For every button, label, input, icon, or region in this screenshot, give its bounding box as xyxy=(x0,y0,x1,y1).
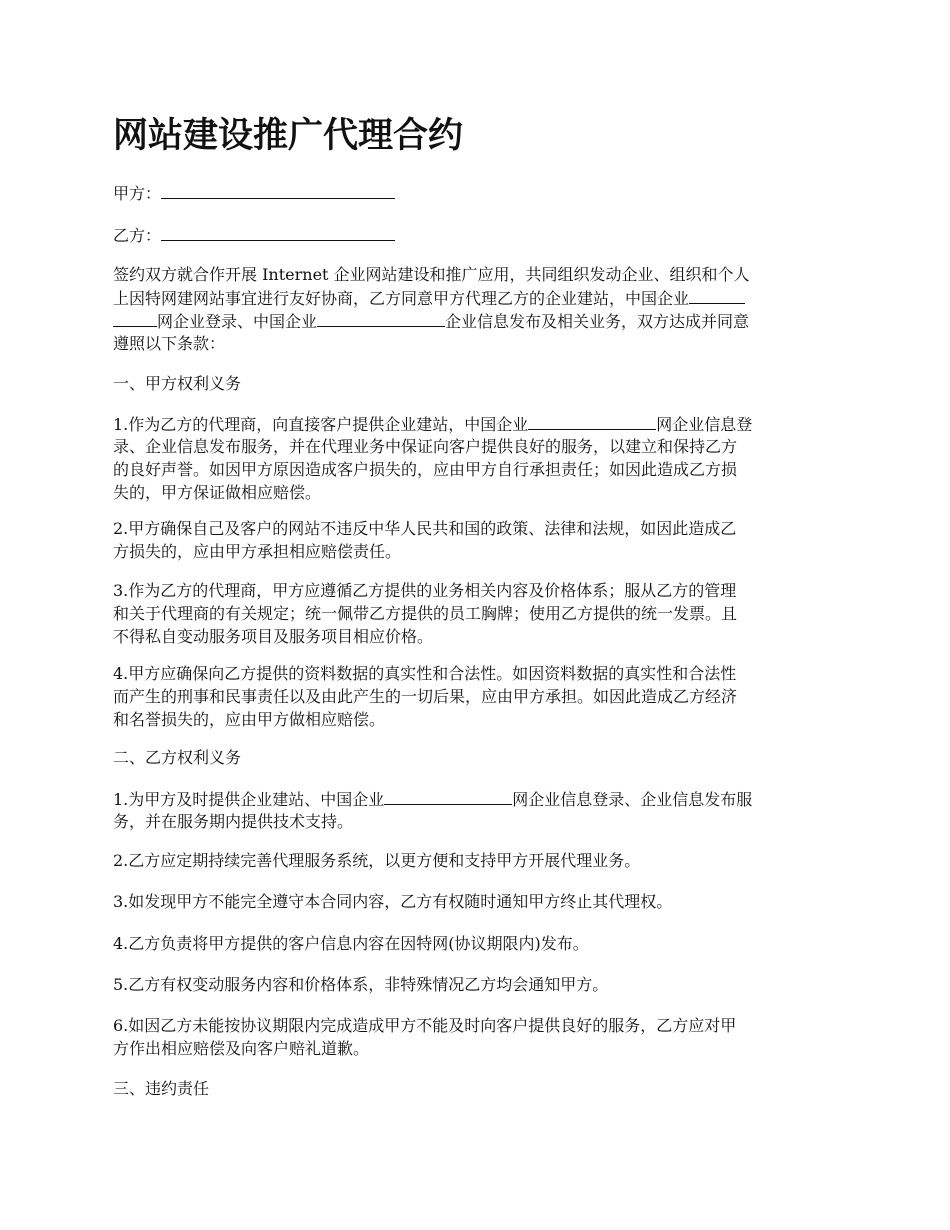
s1-item1-line-3: 的良好声誉。如因甲方原因造成客户损失的，应由甲方自行承担责任；如因此造成乙方损 xyxy=(113,460,738,479)
section-1-item-4 xyxy=(113,662,839,731)
section-1-item-2 xyxy=(113,517,839,563)
intro-line-3-text-b: 企业信息发布及相关业务，双方达成并同意 xyxy=(445,312,750,331)
intro-line-2 xyxy=(113,286,839,309)
s1-item1-line-1 xyxy=(113,412,839,435)
intro-line-3-text-a: 网企业登录、中国企业 xyxy=(157,312,318,331)
s2-item1-line-1 xyxy=(113,787,839,810)
section-2-item-1 xyxy=(113,787,839,833)
party-b-label: 乙方： xyxy=(113,226,162,245)
section-1-item-1 xyxy=(113,412,839,504)
s2-item6-line-1: 6.如因乙方未能按协议期限内完成造成甲方不能及时向客户提供良好的服务，乙方应对甲 xyxy=(113,1016,737,1035)
s2-item1-blank xyxy=(384,787,512,805)
s2-item1-line-2: 务，并在服务期内提供技术支持。 xyxy=(113,812,354,831)
section-2-item-5: 5.乙方有权变动服务内容和价格体系，非特殊情况乙方均会通知甲方。 xyxy=(113,975,609,994)
section-2-item-4: 4.乙方负责将甲方提供的客户信息内容在因特网(协议期限内)发布。 xyxy=(113,934,589,953)
party-a-label: 甲方： xyxy=(113,184,162,203)
intro-blank-1a xyxy=(689,286,745,304)
section-3-heading: 三、违约责任 xyxy=(113,1079,210,1098)
s1-item1-line-4: 失的，甲方保证做相应赔偿。 xyxy=(113,483,322,502)
s1-item1-line-1-text-a: 1.作为乙方的代理商，向直接客户提供企业建站，中国企业 xyxy=(113,415,529,434)
s1-item3-line-3: 不得私自变动服务项目及服务项目相应价格。 xyxy=(113,627,434,646)
intro-blank-1b xyxy=(113,309,157,327)
section-2-heading: 二、乙方权利义务 xyxy=(113,748,242,767)
party-b-line xyxy=(113,223,839,247)
s1-item1-blank xyxy=(528,412,656,430)
intro-line-4: 遵照以下条款： xyxy=(113,334,226,353)
section-2-item-3: 3.如发现甲方不能完全遵守本合同内容，乙方有权随时通知甲方终止其代理权。 xyxy=(113,892,673,911)
intro-paragraph xyxy=(113,263,839,355)
s2-item1-line-1-text-b: 网企业信息登录、企业信息发布服 xyxy=(512,790,753,809)
s1-item4-line-1: 4.甲方应确保向乙方提供的资料数据的真实性和合法性。如因资料数据的真实性和合法性 xyxy=(113,664,737,683)
section-2-item-2: 2.乙方应定期持续完善代理服务系统，以更方便和支持甲方开展代理业务。 xyxy=(113,851,641,870)
s1-item4-line-3: 和名誉损失的，应由甲方做相应赔偿。 xyxy=(113,710,386,729)
party-a-line xyxy=(113,181,839,205)
intro-line-2-text: 上因特网建网站事宜进行友好协商，乙方同意甲方代理乙方的企业建站，中国企业 xyxy=(113,289,690,308)
intro-line-1: 签约双方就合作开展 Internet 企业网站建设和推广应用，共同组织发动企业、组织和个人 xyxy=(113,265,750,284)
section-1-heading: 一、甲方权利义务 xyxy=(113,374,242,393)
section-1-item-3 xyxy=(113,579,839,648)
s1-item3-line-1: 3.作为乙方的代理商，甲方应遵循乙方提供的业务相关内容及价格体系；服从乙方的管理 xyxy=(113,581,737,600)
section-2-item-6 xyxy=(113,1014,839,1060)
party-b-blank xyxy=(161,223,395,241)
intro-blank-2 xyxy=(317,309,445,327)
document-title: 网站建设推广代理合约 xyxy=(113,115,464,156)
intro-line-3 xyxy=(113,309,839,332)
s1-item2-line-2: 方损失的，应由甲方承担相应赔偿责任。 xyxy=(113,542,402,561)
s1-item2-line-1: 2.甲方确保自己及客户的网站不违反中华人民共和国的政策、法律和法规，如因此造成乙 xyxy=(113,519,737,538)
s1-item3-line-2: 和关于代理商的有关规定；统一佩带乙方提供的员工胸牌；使用乙方提供的统一发票。且 xyxy=(113,604,738,623)
s1-item1-line-2: 录、企业信息发布服务，并在代理业务中保证向客户提供良好的服务，以建立和保持乙方 xyxy=(113,437,738,456)
party-a-blank xyxy=(161,181,395,199)
s2-item6-line-2: 方作出相应赔偿及向客户赔礼道歉。 xyxy=(113,1039,370,1058)
s2-item1-line-1-text-a: 1.为甲方及时提供企业建站、中国企业 xyxy=(113,790,385,809)
s1-item4-line-2: 而产生的刑事和民事责任以及由此产生的一切后果，应由甲方承担。如因此造成乙方经济 xyxy=(113,687,738,706)
s1-item1-line-1-text-b: 网企业信息登 xyxy=(656,415,753,434)
